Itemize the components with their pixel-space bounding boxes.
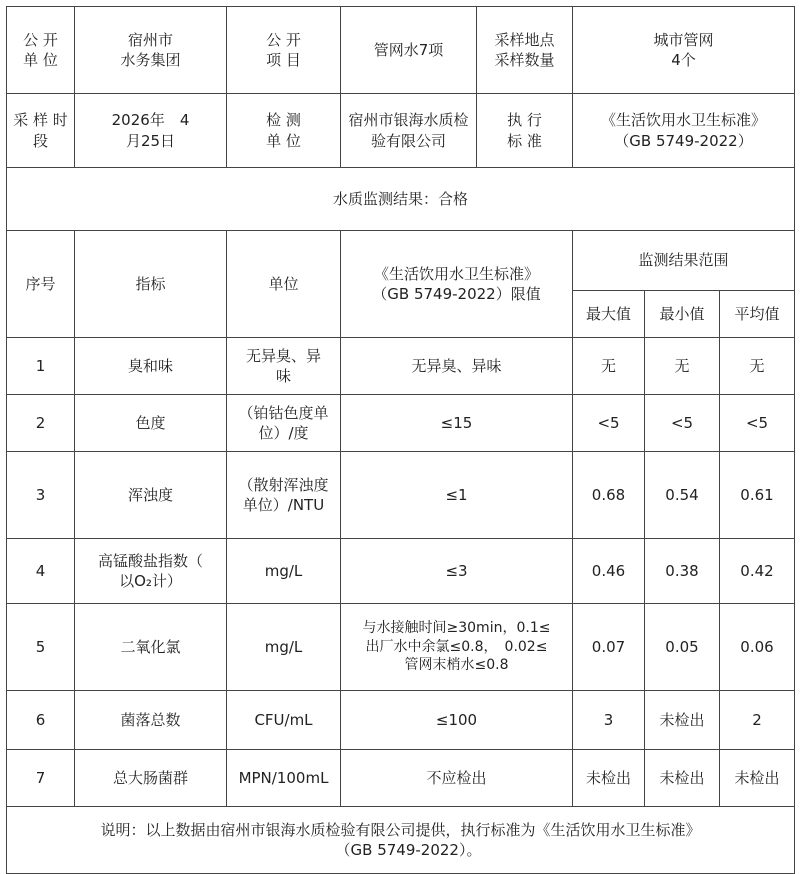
cell-max: <5 [573,395,645,452]
cell-min: <5 [645,395,720,452]
cell-limit: ≤1 [341,452,573,539]
pub-item-value: 管网水7项 [341,7,477,94]
table-row [7,338,795,395]
cell-max: 无 [573,338,645,395]
cell-min: 未检出 [645,750,720,807]
cell-limit: 无异臭、异味 [341,338,573,395]
cell-limit: 不应检出 [341,750,573,807]
info-row-2 [7,94,795,168]
sample-point-value: 城市管网 4个 [573,7,795,94]
cell-seq: 3 [7,452,75,539]
cell-avg: 0.42 [720,539,795,604]
header-limit: 《生活饮用水卫生标准》 （GB 5749-2022）限值 [341,231,573,338]
cell-avg: 0.06 [720,604,795,691]
cell-indicator: 高锰酸盐指数（ 以O₂计） [75,539,227,604]
pub-unit-label: 公 开 单 位 [7,7,75,94]
cell-avg: 未检出 [720,750,795,807]
test-unit-label: 检 测 单 位 [227,94,341,168]
header-min: 最小值 [645,291,720,338]
cell-unit: mg/L [227,539,341,604]
cell-seq: 4 [7,539,75,604]
note-row [7,807,795,874]
header-row-1 [7,231,795,291]
table-row [7,395,795,452]
cell-unit: （散射浑浊度 单位）/NTU [227,452,341,539]
header-range: 监测结果范围 [573,231,795,291]
result-summary: 水质监测结果：合格 [7,168,795,231]
cell-seq: 7 [7,750,75,807]
cell-unit: （铂钴色度单 位）/度 [227,395,341,452]
cell-avg: 无 [720,338,795,395]
cell-max: 0.46 [573,539,645,604]
cell-indicator: 二氧化氯 [75,604,227,691]
cell-seq: 1 [7,338,75,395]
cell-seq: 6 [7,691,75,750]
cell-seq: 2 [7,395,75,452]
cell-limit: ≤100 [341,691,573,750]
cell-limit: ≤15 [341,395,573,452]
table-row [7,750,795,807]
cell-limit: 与水接触时间≥30min，0.1≤ 出厂水中余氯≤0.8， 0.02≤ 管网末梢水≤0.8 [341,604,573,691]
standard-value: 《生活饮用水卫生标准》 （GB 5749-2022） [573,94,795,168]
info-row-1 [7,7,795,94]
table-row [7,604,795,691]
cell-indicator: 色度 [75,395,227,452]
cell-avg: 0.61 [720,452,795,539]
cell-seq: 5 [7,604,75,691]
cell-min: 0.38 [645,539,720,604]
cell-avg: 2 [720,691,795,750]
cell-unit: 无异臭、异 味 [227,338,341,395]
pub-item-label: 公 开 项 目 [227,7,341,94]
sample-point-label: 采样地点 采样数量 [477,7,573,94]
water-quality-table [6,6,795,874]
table-row [7,691,795,750]
footnote: 说明：以上数据由宿州市银海水质检验有限公司提供，执行标准为《生活饮用水卫生标准》 （GB 5749-2022）。 [7,807,795,874]
cell-indicator: 浑浊度 [75,452,227,539]
cell-max: 0.07 [573,604,645,691]
cell-unit: mg/L [227,604,341,691]
header-indicator: 指标 [75,231,227,338]
cell-min: 无 [645,338,720,395]
table-row [7,452,795,539]
sample-time-label: 采 样 时 段 [7,94,75,168]
cell-indicator: 菌落总数 [75,691,227,750]
header-seq: 序号 [7,231,75,338]
sample-time-value: 2026年 4 月25日 [75,94,227,168]
result-row [7,168,795,231]
standard-label: 执 行 标 准 [477,94,573,168]
header-max: 最大值 [573,291,645,338]
header-unit: 单位 [227,231,341,338]
pub-unit-value: 宿州市 水务集团 [75,7,227,94]
cell-max: 3 [573,691,645,750]
cell-avg: <5 [720,395,795,452]
cell-min: 0.05 [645,604,720,691]
test-unit-value: 宿州市银海水质检 验有限公司 [341,94,477,168]
cell-max: 未检出 [573,750,645,807]
cell-indicator: 总大肠菌群 [75,750,227,807]
cell-indicator: 臭和味 [75,338,227,395]
cell-min: 未检出 [645,691,720,750]
cell-unit: MPN/100mL [227,750,341,807]
cell-limit: ≤3 [341,539,573,604]
cell-min: 0.54 [645,452,720,539]
cell-unit: CFU/mL [227,691,341,750]
table-row [7,539,795,604]
header-avg: 平均值 [720,291,795,338]
cell-max: 0.68 [573,452,645,539]
